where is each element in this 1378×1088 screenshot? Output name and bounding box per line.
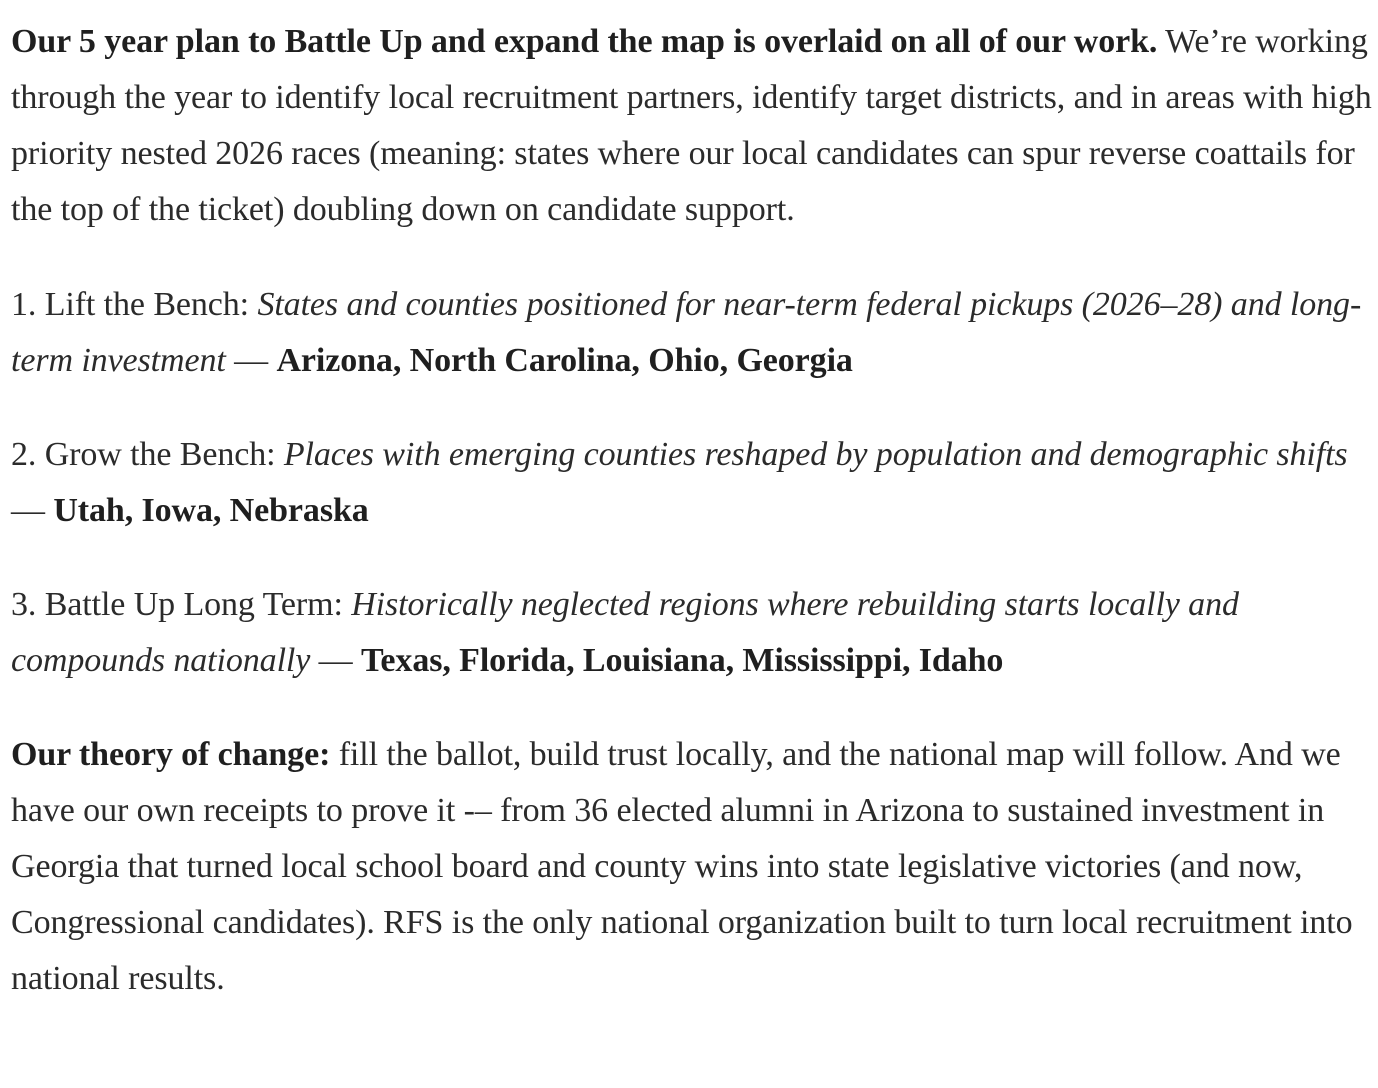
tier-label: 2. Grow the Bench: [11, 436, 284, 473]
tier-separator: — [310, 642, 361, 679]
tier-states: Arizona, North Carolina, Ohio, Georgia [276, 342, 853, 379]
intro-paragraph [11, 14, 1373, 238]
tier-description: States and counties positioned for near-term federal pickups (2026–28) and long-term investment [11, 286, 1362, 379]
tier-description: Places with emerging counties reshaped by population and demographic shifts [283, 436, 1348, 473]
intro-body: We’re working through the year to identify local recruitment partners, identify target districts, and in areas with high priority nested 2026 races (meaning: states where our local candidates can spur reverse coattails for the top of the ticket) doubling down on candidate support. [11, 23, 1372, 228]
tier-item-battle-up-long-term [11, 577, 1373, 689]
tier-separator: — [225, 342, 277, 379]
tier-description: Historically neglected regions where rebuilding starts locally and compounds nationally [11, 586, 1239, 679]
tier-states: Texas, Florida, Louisiana, Mississippi, Idaho [360, 642, 1004, 679]
intro-lead: Our 5 year plan to Battle Up and expand the map is overlaid on all of our work. [11, 23, 1158, 60]
tier-label: 3. Battle Up Long Term: [11, 586, 352, 623]
theory-paragraph [11, 727, 1373, 1007]
theory-body: fill the ballot, build trust locally, and the national map will follow. And we have our own receipts to prove it -– from 36 elected alumni in Arizona to sustained investment in Georgia that turned local school board and county wins into state legislative victories (and now, Congressional candidates). RFS is the only national organization built to turn local recruitment into national results. [11, 736, 1353, 997]
tier-item-grow-the-bench [11, 427, 1373, 539]
tier-label: 1. Lift the Bench: [11, 286, 258, 323]
theory-lead: Our theory of change: [11, 736, 331, 773]
tier-separator: — [11, 492, 54, 529]
article-body [11, 14, 1373, 1007]
tier-states: Utah, Iowa, Nebraska [53, 492, 369, 529]
tier-item-lift-the-bench [11, 277, 1373, 389]
